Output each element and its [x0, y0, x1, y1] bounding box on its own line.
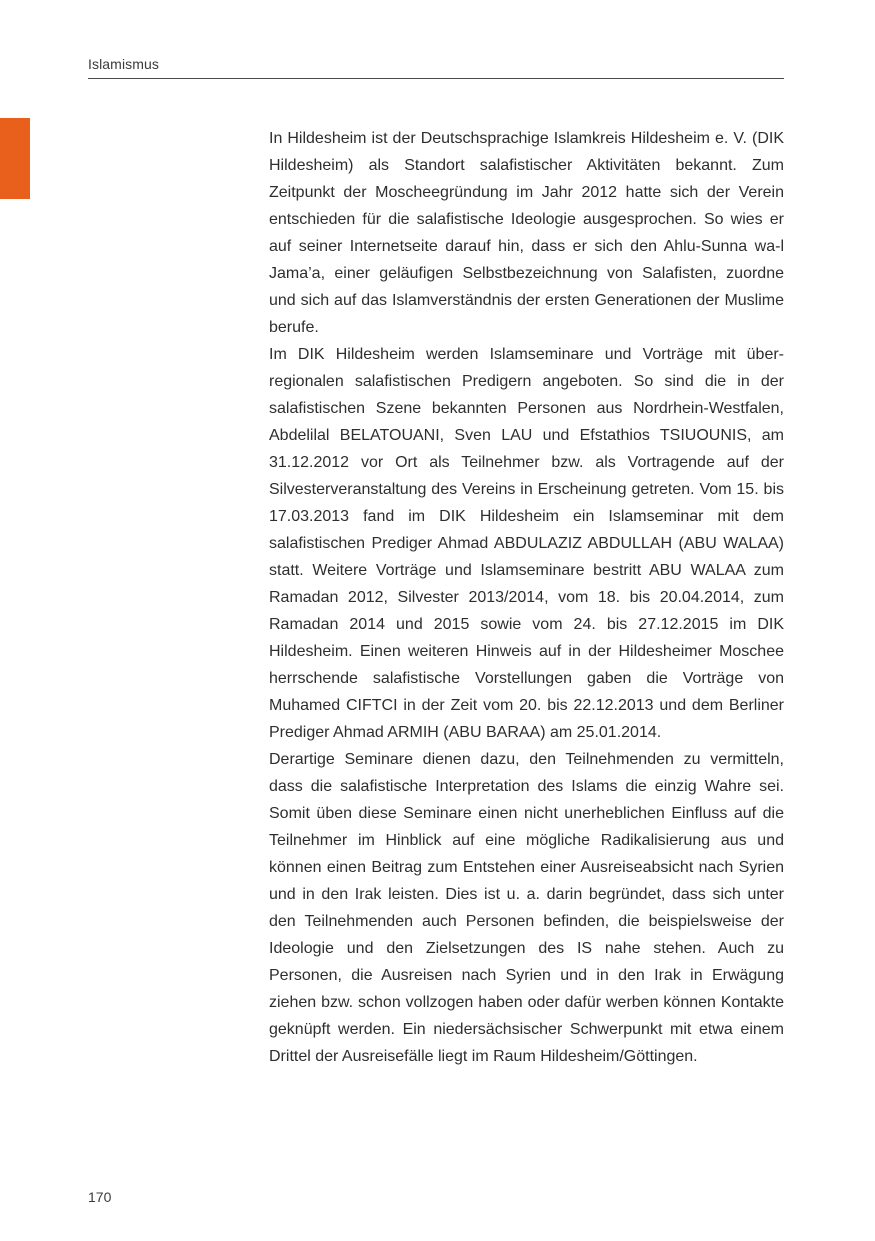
paragraph-3: Derartige Seminare dienen dazu, den Teilnehmenden zu vermitteln, dass die salafistische Interpretation des Islams die einzig Wahre sei. Somit üben diese Seminare einen nicht unerheblichen Einfluss auf die Teilnehmer im Hinblick auf eine mögliche Radikalisierung aus und können einen Beitrag zum Entstehen einer Ausreiseabsicht nach Syrien und in den Irak leisten. Dies ist u. a. darin begründet, dass sich unter den Teilnehmenden auch Personen befinden, die beispielsweise der Ideologie und den Zielsetzungen des IS nahe stehen. Auch zu Personen, die Ausreisen nach Syrien und in den Irak in Erwägung ziehen bzw. schon vollzogen haben oder dafür werben können Kontakte geknüpft werden. Ein niedersächsischer Schwerpunkt mit etwa einem Drittel der Ausreisefälle liegt im Raum Hildesheim/Göttingen.	[269, 751, 784, 1065]
paragraph-1: In Hildesheim ist der Deutschsprachige Islamkreis Hildesheim e. V. (DIK Hildesheim) als Standort salafistischer Aktivitäten bekannt. Zum Zeitpunkt der Moscheegründung im Jahr 2012 hatte sich der Verein entschieden für die salafistische Ideologie ausgesprochen. So wies er auf seiner Internetseite darauf hin, dass er sich den Ahlu-Sunna wa-l Jama’a, einer geläufigen Selbstbezeichnung von Salafisten, zuordne und sich auf das Islamverständnis der ersten Generationen der Muslime berufe.	[269, 130, 784, 336]
paragraph-2: Im DIK Hildesheim werden Islamseminare und Vorträge mit überregionalen salafistischen Predigern angeboten. So sind die in der salafistischen Szene bekannten Personen aus Nordrhein-Westfalen, Abdelilal BELATOUANI, Sven LAU und Efstathios TSIUOUNIS, am 31.12.2012 vor Ort als Teilnehmer bzw. als Vortragende auf der Silvesterveranstaltung des Vereins in Erscheinung getreten. Vom 15. bis 17.03.2013 fand im DIK Hildesheim ein Islamseminar mit dem salafistischen Prediger Ahmad ABDULAZIZ ABDULLAH (ABU WALAA) statt. Weitere Vorträge und Islamseminare bestritt ABU WALAA zum Ramadan 2012, Silvester 2013/2014, vom 18. bis 20.04.2014, zum Ramadan 2014 und 2015 sowie vom 24. bis 27.12.2015 im DIK Hildesheim. Einen weiteren Hinweis auf in der Hildesheimer Moschee herrschende salafistische Vorstellungen gaben die Vorträge von Muhamed CIFTCI in der Zeit vom 20. bis 22.12.2013 und dem Berliner Prediger Ahmad ARMIH (ABU BARAA) am 25.01.2014.	[269, 346, 784, 741]
running-header-title: Islamismus	[88, 56, 160, 72]
page-number: 170	[88, 1189, 112, 1205]
main-body-text	[269, 125, 784, 1070]
section-color-tab	[0, 118, 30, 199]
header-divider	[88, 78, 784, 79]
